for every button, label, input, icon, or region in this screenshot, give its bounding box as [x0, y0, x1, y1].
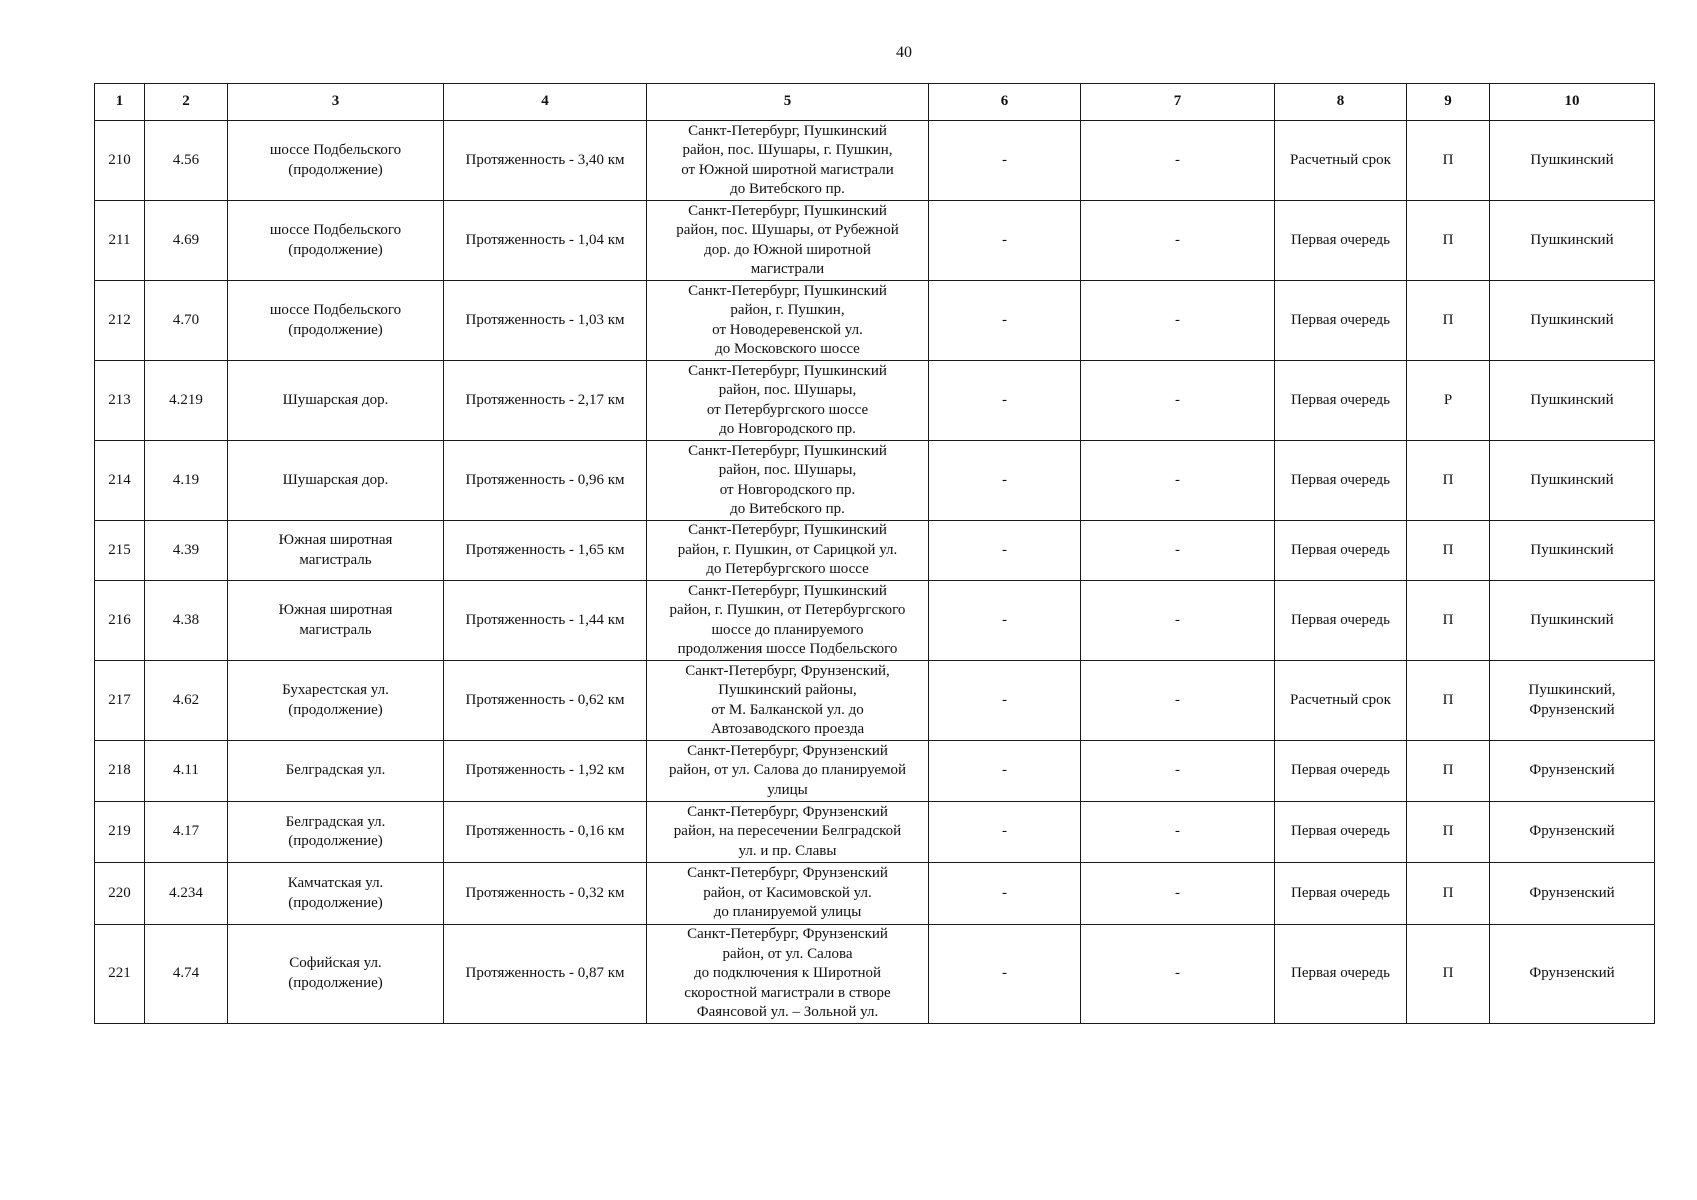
cell-col7: -: [1081, 201, 1275, 281]
cell-number: 217: [95, 661, 145, 741]
column-header: 5: [647, 84, 929, 121]
cell-object-name-line: (продолжение): [288, 321, 383, 338]
cell-length: Протяженность - 1,03 км: [444, 281, 647, 361]
cell-location: [647, 361, 929, 441]
cell-term: Первая очередь: [1275, 863, 1407, 925]
table-row: [95, 581, 1655, 661]
cell-location-line: шоссе до планируемого: [711, 621, 864, 638]
table-row: [95, 121, 1655, 201]
cell-location-line: до Витебского пр.: [730, 181, 845, 197]
cell-district: [1490, 361, 1655, 441]
cell-object-name: [228, 281, 444, 361]
cell-location-line: ул. и пр. Славы: [738, 842, 837, 859]
cell-number: 221: [95, 925, 145, 1024]
cell-col7: -: [1081, 281, 1275, 361]
cell-col6: -: [929, 802, 1081, 863]
cell-col6: -: [929, 441, 1081, 521]
cell-object-name-line: магистраль: [299, 621, 372, 638]
cell-object-name: [228, 925, 444, 1024]
cell-code: 4.234: [145, 863, 228, 925]
cell-col7: -: [1081, 863, 1275, 925]
cell-object-name-line: Шушарская дор.: [282, 471, 389, 488]
cell-location-line: до подключения к Широтной: [693, 965, 882, 981]
cell-code: 4.74: [145, 925, 228, 1024]
cell-location-line: район, от Касимовской ул.: [703, 884, 872, 901]
cell-code: 4.56: [145, 121, 228, 201]
cell-term: Первая очередь: [1275, 802, 1407, 863]
cell-location: [647, 281, 929, 361]
cell-term: Первая очередь: [1275, 281, 1407, 361]
table-row: [95, 925, 1655, 1024]
cell-object-name-line: Бухарестская ул.: [282, 682, 389, 698]
cell-object-name: [228, 201, 444, 281]
cell-district-line: Пушкинский: [1530, 311, 1614, 328]
cell-term: Первая очередь: [1275, 521, 1407, 581]
cell-district: [1490, 521, 1655, 581]
cell-district-line: Фрунзенский: [1529, 701, 1615, 718]
cell-object-name-line: (продолжение): [288, 161, 383, 178]
cell-col6: -: [929, 201, 1081, 281]
cell-district-line: Фрунзенский: [1529, 823, 1615, 840]
cell-length: Протяженность - 0,62 км: [444, 661, 647, 741]
page-number: 40: [896, 44, 912, 61]
cell-col6: -: [929, 581, 1081, 661]
cell-number: 210: [95, 121, 145, 201]
cell-status: П: [1407, 863, 1490, 925]
cell-district: [1490, 441, 1655, 521]
cell-col6: -: [929, 741, 1081, 802]
cell-term: Расчетный срок: [1275, 661, 1407, 741]
cell-location-line: район, пос. Шушары,: [718, 382, 857, 398]
table-row: [95, 802, 1655, 863]
cell-object-name-line: (продолжение): [288, 894, 383, 911]
cell-number: 212: [95, 281, 145, 361]
cell-status: Р: [1407, 361, 1490, 441]
cell-district-line: Пушкинский: [1530, 231, 1614, 248]
cell-code: 4.38: [145, 581, 228, 661]
table-row: [95, 521, 1655, 581]
column-header: 9: [1407, 84, 1490, 121]
cell-district-line: Пушкинский: [1530, 151, 1614, 168]
cell-location-line: район, пос. Шушары, г. Пушкин,: [682, 142, 893, 158]
cell-object-name-line: магистраль: [299, 551, 372, 568]
cell-district: [1490, 581, 1655, 661]
cell-code: 4.62: [145, 661, 228, 741]
cell-location-line: до Витебского пр.: [730, 501, 845, 517]
cell-status: П: [1407, 281, 1490, 361]
cell-location-line: от Новодеревенской ул.: [712, 321, 863, 338]
cell-location: [647, 121, 929, 201]
cell-location-line: район, г. Пушкин, от Сарицкой ул.: [677, 541, 898, 558]
cell-district-line: Пушкинский: [1530, 471, 1614, 488]
cell-location-line: Санкт-Петербург, Пушкинский: [688, 122, 887, 139]
cell-length: Протяженность - 0,32 км: [444, 863, 647, 925]
cell-length: Протяженность - 3,40 км: [444, 121, 647, 201]
cell-term: Первая очередь: [1275, 581, 1407, 661]
cell-location-line: до Петербургского шоссе: [706, 561, 869, 578]
cell-location: [647, 581, 929, 661]
cell-term: Расчетный срок: [1275, 121, 1407, 201]
cell-object-name: [228, 521, 444, 581]
cell-district: [1490, 741, 1655, 802]
cell-location: [647, 661, 929, 741]
cell-code: 4.219: [145, 361, 228, 441]
column-header: 1: [95, 84, 145, 121]
document-table: [94, 83, 1655, 1024]
cell-object-name-line: Софийская ул.: [289, 955, 382, 972]
column-header: 6: [929, 84, 1081, 121]
cell-code: 4.11: [145, 741, 228, 802]
cell-col7: -: [1081, 521, 1275, 581]
cell-location-line: Санкт-Петербург, Фрунзенский: [687, 865, 888, 882]
cell-location: [647, 441, 929, 521]
cell-length: Протяженность - 2,17 км: [444, 361, 647, 441]
cell-number: 218: [95, 741, 145, 802]
cell-location-line: продолжения шоссе Подбельского: [677, 641, 898, 657]
cell-location-line: от Новгородского пр.: [719, 481, 856, 498]
cell-district-line: Фрунзенский: [1529, 762, 1615, 779]
cell-col7: -: [1081, 661, 1275, 741]
cell-object-name: [228, 661, 444, 741]
cell-location-line: от Петербургского шоссе: [706, 401, 869, 418]
cell-col6: -: [929, 661, 1081, 741]
cell-location-line: Санкт-Петербург, Пушкинский: [688, 202, 887, 219]
cell-object-name-line: (продолжение): [288, 241, 383, 258]
cell-status: П: [1407, 201, 1490, 281]
cell-object-name: [228, 802, 444, 863]
cell-status: П: [1407, 741, 1490, 802]
cell-location-line: до Новгородского пр.: [719, 421, 856, 437]
cell-object-name-line: Камчатская ул.: [287, 875, 384, 891]
cell-number: 216: [95, 581, 145, 661]
cell-district: [1490, 802, 1655, 863]
cell-location-line: скоростной магистрали в створе: [684, 984, 891, 1001]
cell-col6: -: [929, 281, 1081, 361]
cell-location-line: район, пос. Шушары, от Рубежной: [676, 222, 899, 238]
cell-col7: -: [1081, 741, 1275, 802]
cell-object-name: [228, 441, 444, 521]
cell-term: Первая очередь: [1275, 361, 1407, 441]
cell-district: [1490, 925, 1655, 1024]
cell-object-name-line: Южная широтная: [278, 532, 393, 548]
cell-object-name-line: Шушарская дор.: [282, 391, 389, 408]
cell-location-line: район, на пересечении Белградской: [673, 823, 902, 840]
cell-district-line: Пушкинский: [1530, 391, 1614, 408]
cell-location-line: Автозаводского проезда: [710, 721, 865, 737]
cell-location-line: до Московского шоссе: [715, 341, 860, 357]
cell-district: [1490, 661, 1655, 741]
cell-object-name: [228, 121, 444, 201]
cell-object-name-line: Белградская ул.: [285, 813, 386, 830]
cell-location-line: Санкт-Петербург, Фрунзенский: [687, 926, 888, 942]
cell-district-line: Фрунзенский: [1529, 884, 1615, 901]
cell-term: Первая очередь: [1275, 741, 1407, 802]
cell-location-line: Санкт-Петербург, Фрунзенский: [687, 803, 888, 820]
cell-number: 213: [95, 361, 145, 441]
cell-object-name-line: (продолжение): [288, 974, 383, 991]
cell-code: 4.19: [145, 441, 228, 521]
cell-length: Протяженность - 1,92 км: [444, 741, 647, 802]
cell-col6: -: [929, 121, 1081, 201]
cell-code: 4.70: [145, 281, 228, 361]
cell-object-name-line: шоссе Подбельского: [269, 222, 402, 238]
cell-location: [647, 925, 929, 1024]
cell-location-line: район, г. Пушкин, от Петербургского: [669, 602, 906, 618]
cell-district: [1490, 121, 1655, 201]
cell-term: Первая очередь: [1275, 925, 1407, 1024]
cell-object-name-line: шоссе Подбельского: [269, 142, 402, 158]
cell-length: Протяженность - 0,16 км: [444, 802, 647, 863]
table-row: [95, 741, 1655, 802]
table-row: [95, 441, 1655, 521]
cell-location-line: Санкт-Петербург, Фрунзенский,: [685, 662, 890, 679]
cell-col6: -: [929, 361, 1081, 441]
cell-object-name-line: (продолжение): [288, 701, 383, 718]
column-header: 7: [1081, 84, 1275, 121]
table-row: [95, 661, 1655, 741]
cell-object-name-line: Южная широтная: [278, 602, 393, 618]
cell-location-line: Санкт-Петербург, Пушкинский: [688, 442, 887, 459]
column-header: 8: [1275, 84, 1407, 121]
table-row: [95, 863, 1655, 925]
cell-location-line: Санкт-Петербург, Пушкинский: [688, 582, 887, 599]
cell-district: [1490, 863, 1655, 925]
cell-location: [647, 863, 929, 925]
cell-status: П: [1407, 581, 1490, 661]
cell-number: 219: [95, 802, 145, 863]
column-header: 2: [145, 84, 228, 121]
cell-col7: -: [1081, 121, 1275, 201]
cell-code: 4.17: [145, 802, 228, 863]
cell-code: 4.69: [145, 201, 228, 281]
cell-location-line: Санкт-Петербург, Пушкинский: [688, 282, 887, 299]
cell-location-line: от Южной широтной магистрали: [681, 161, 894, 178]
cell-location-line: дор. до Южной широтной: [704, 241, 871, 258]
cell-location-line: район, от ул. Салова: [722, 945, 853, 962]
cell-term: Первая очередь: [1275, 441, 1407, 521]
cell-status: П: [1407, 441, 1490, 521]
cell-status: П: [1407, 121, 1490, 201]
column-header: 4: [444, 84, 647, 121]
cell-col6: -: [929, 925, 1081, 1024]
cell-location-line: Санкт-Петербург, Пушкинский: [688, 522, 887, 539]
cell-code: 4.39: [145, 521, 228, 581]
cell-district-line: Пушкинский: [1530, 611, 1614, 628]
column-header: 3: [228, 84, 444, 121]
cell-col7: -: [1081, 361, 1275, 441]
cell-district-line: Пушкинский,: [1528, 682, 1616, 698]
cell-location-line: Санкт-Петербург, Фрунзенский: [687, 742, 888, 759]
cell-location-line: Санкт-Петербург, Пушкинский: [688, 362, 887, 379]
cell-location-line: от М. Балканской ул. до: [711, 701, 864, 718]
column-header: 10: [1490, 84, 1655, 121]
cell-object-name: [228, 581, 444, 661]
cell-district-line: Фрунзенский: [1529, 965, 1615, 981]
header-row: [95, 84, 1655, 121]
cell-location: [647, 201, 929, 281]
cell-status: П: [1407, 521, 1490, 581]
cell-number: 214: [95, 441, 145, 521]
cell-object-name-line: шоссе Подбельского: [269, 302, 402, 318]
cell-col7: -: [1081, 441, 1275, 521]
cell-district-line: Пушкинский: [1530, 541, 1614, 558]
cell-location-line: до планируемой улицы: [713, 904, 862, 921]
table-row: [95, 361, 1655, 441]
cell-location-line: улицы: [767, 781, 808, 798]
cell-object-name: [228, 741, 444, 802]
cell-number: 215: [95, 521, 145, 581]
cell-location-line: магистрали: [750, 261, 825, 277]
cell-length: Протяженность - 0,87 км: [444, 925, 647, 1024]
cell-length: Протяженность - 0,96 км: [444, 441, 647, 521]
cell-district: [1490, 281, 1655, 361]
cell-location: [647, 521, 929, 581]
cell-location-line: Пушкинский районы,: [718, 682, 857, 698]
cell-col7: -: [1081, 802, 1275, 863]
table-body: [95, 121, 1655, 1024]
cell-col7: -: [1081, 925, 1275, 1024]
cell-length: Протяженность - 1,44 км: [444, 581, 647, 661]
cell-col6: -: [929, 521, 1081, 581]
cell-status: П: [1407, 925, 1490, 1024]
cell-location-line: район, пос. Шушары,: [718, 462, 857, 478]
cell-object-name: [228, 361, 444, 441]
cell-length: Протяженность - 1,04 км: [444, 201, 647, 281]
cell-location-line: район, от ул. Салова до планируемой: [668, 762, 907, 779]
cell-status: П: [1407, 802, 1490, 863]
cell-col7: -: [1081, 581, 1275, 661]
cell-number: 220: [95, 863, 145, 925]
cell-status: П: [1407, 661, 1490, 741]
table-row: [95, 281, 1655, 361]
cell-object-name-line: Белградская ул.: [285, 762, 386, 779]
cell-col6: -: [929, 863, 1081, 925]
table-row: [95, 201, 1655, 281]
cell-length: Протяженность - 1,65 км: [444, 521, 647, 581]
cell-term: Первая очередь: [1275, 201, 1407, 281]
cell-location-line: Фаянсовой ул. – Зольной ул.: [696, 1004, 879, 1020]
cell-location-line: район, г. Пушкин,: [730, 302, 845, 318]
cell-location: [647, 741, 929, 802]
cell-object-name: [228, 863, 444, 925]
cell-number: 211: [95, 201, 145, 281]
cell-location: [647, 802, 929, 863]
cell-object-name-line: (продолжение): [288, 833, 383, 849]
cell-district: [1490, 201, 1655, 281]
